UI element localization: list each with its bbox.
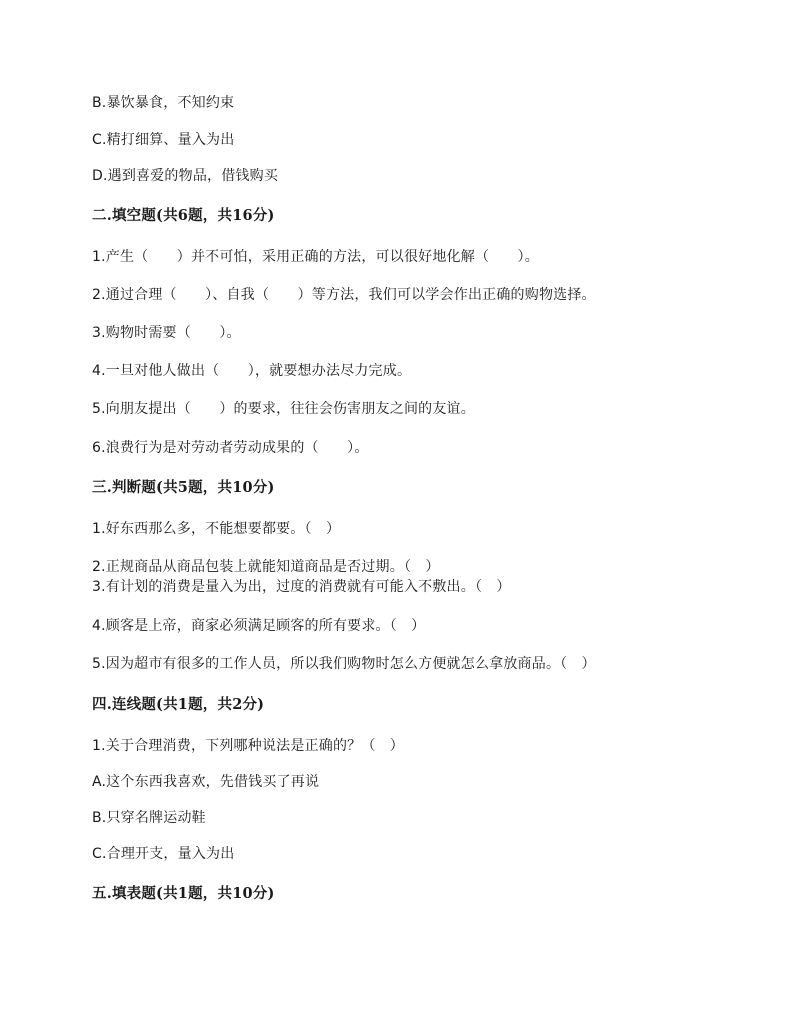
question-judge-5: 5.因为超市有很多的工作人员，所以我们购物时怎么方便就怎么拿放商品。（ ） xyxy=(92,656,596,672)
option-d: D.遇到喜爱的物品，借钱购买 xyxy=(92,168,279,184)
section-heading-matching: 四.连线题(共1题，共2分) xyxy=(92,696,265,713)
question-fill-3: 3.购物时需要（ ）。 xyxy=(92,325,241,341)
question-fill-1: 1.产生（ ）并不可怕，采用正确的方法，可以很好地化解（ ）。 xyxy=(92,249,539,265)
question-fill-5: 5.向朋友提出（ ）的要求，往往会伤害朋友之间的友谊。 xyxy=(92,401,475,417)
question-fill-6: 6.浪费行为是对劳动者劳动成果的（ ）。 xyxy=(92,440,369,456)
question-match-1: 1.关于合理消费，下列哪种说法是正确的？（ ） xyxy=(92,738,404,754)
section-heading-judgment: 三.判断题(共5题，共10分) xyxy=(92,479,275,496)
option-b: B.暴饮暴食，不知约束 xyxy=(92,95,235,111)
section-heading-fill-blank: 二.填空题(共6题，共16分) xyxy=(92,207,275,224)
question-judge-2: 2.正规商品从商品包装上就能知道商品是否过期。（ ） xyxy=(92,559,440,575)
question-judge-4: 4.顾客是上帝，商家必须满足顾客的所有要求。（ ） xyxy=(92,618,426,634)
section-heading-table: 五.填表题(共1题，共10分) xyxy=(92,885,275,902)
option-a: A.这个东西我喜欢，先借钱买了再说 xyxy=(92,774,320,790)
option-c: C.精打细算、量入为出 xyxy=(92,132,235,148)
option-c-2: C.合理开支，量入为出 xyxy=(92,846,235,862)
question-judge-1: 1.好东西那么多，不能想要都要。（ ） xyxy=(92,521,341,537)
question-fill-2: 2.通过合理（ ）、自我（ ）等方法，我们可以学会作出正确的购物选择。 xyxy=(92,287,596,303)
question-fill-4: 4.一旦对他人做出（ ），就要想办法尽力完成。 xyxy=(92,363,412,379)
question-judge-3: 3.有计划的消费是量入为出，过度的消费就有可能入不敷出。（ ） xyxy=(92,579,511,595)
option-b-2: B.只穿名牌运动鞋 xyxy=(92,810,206,826)
